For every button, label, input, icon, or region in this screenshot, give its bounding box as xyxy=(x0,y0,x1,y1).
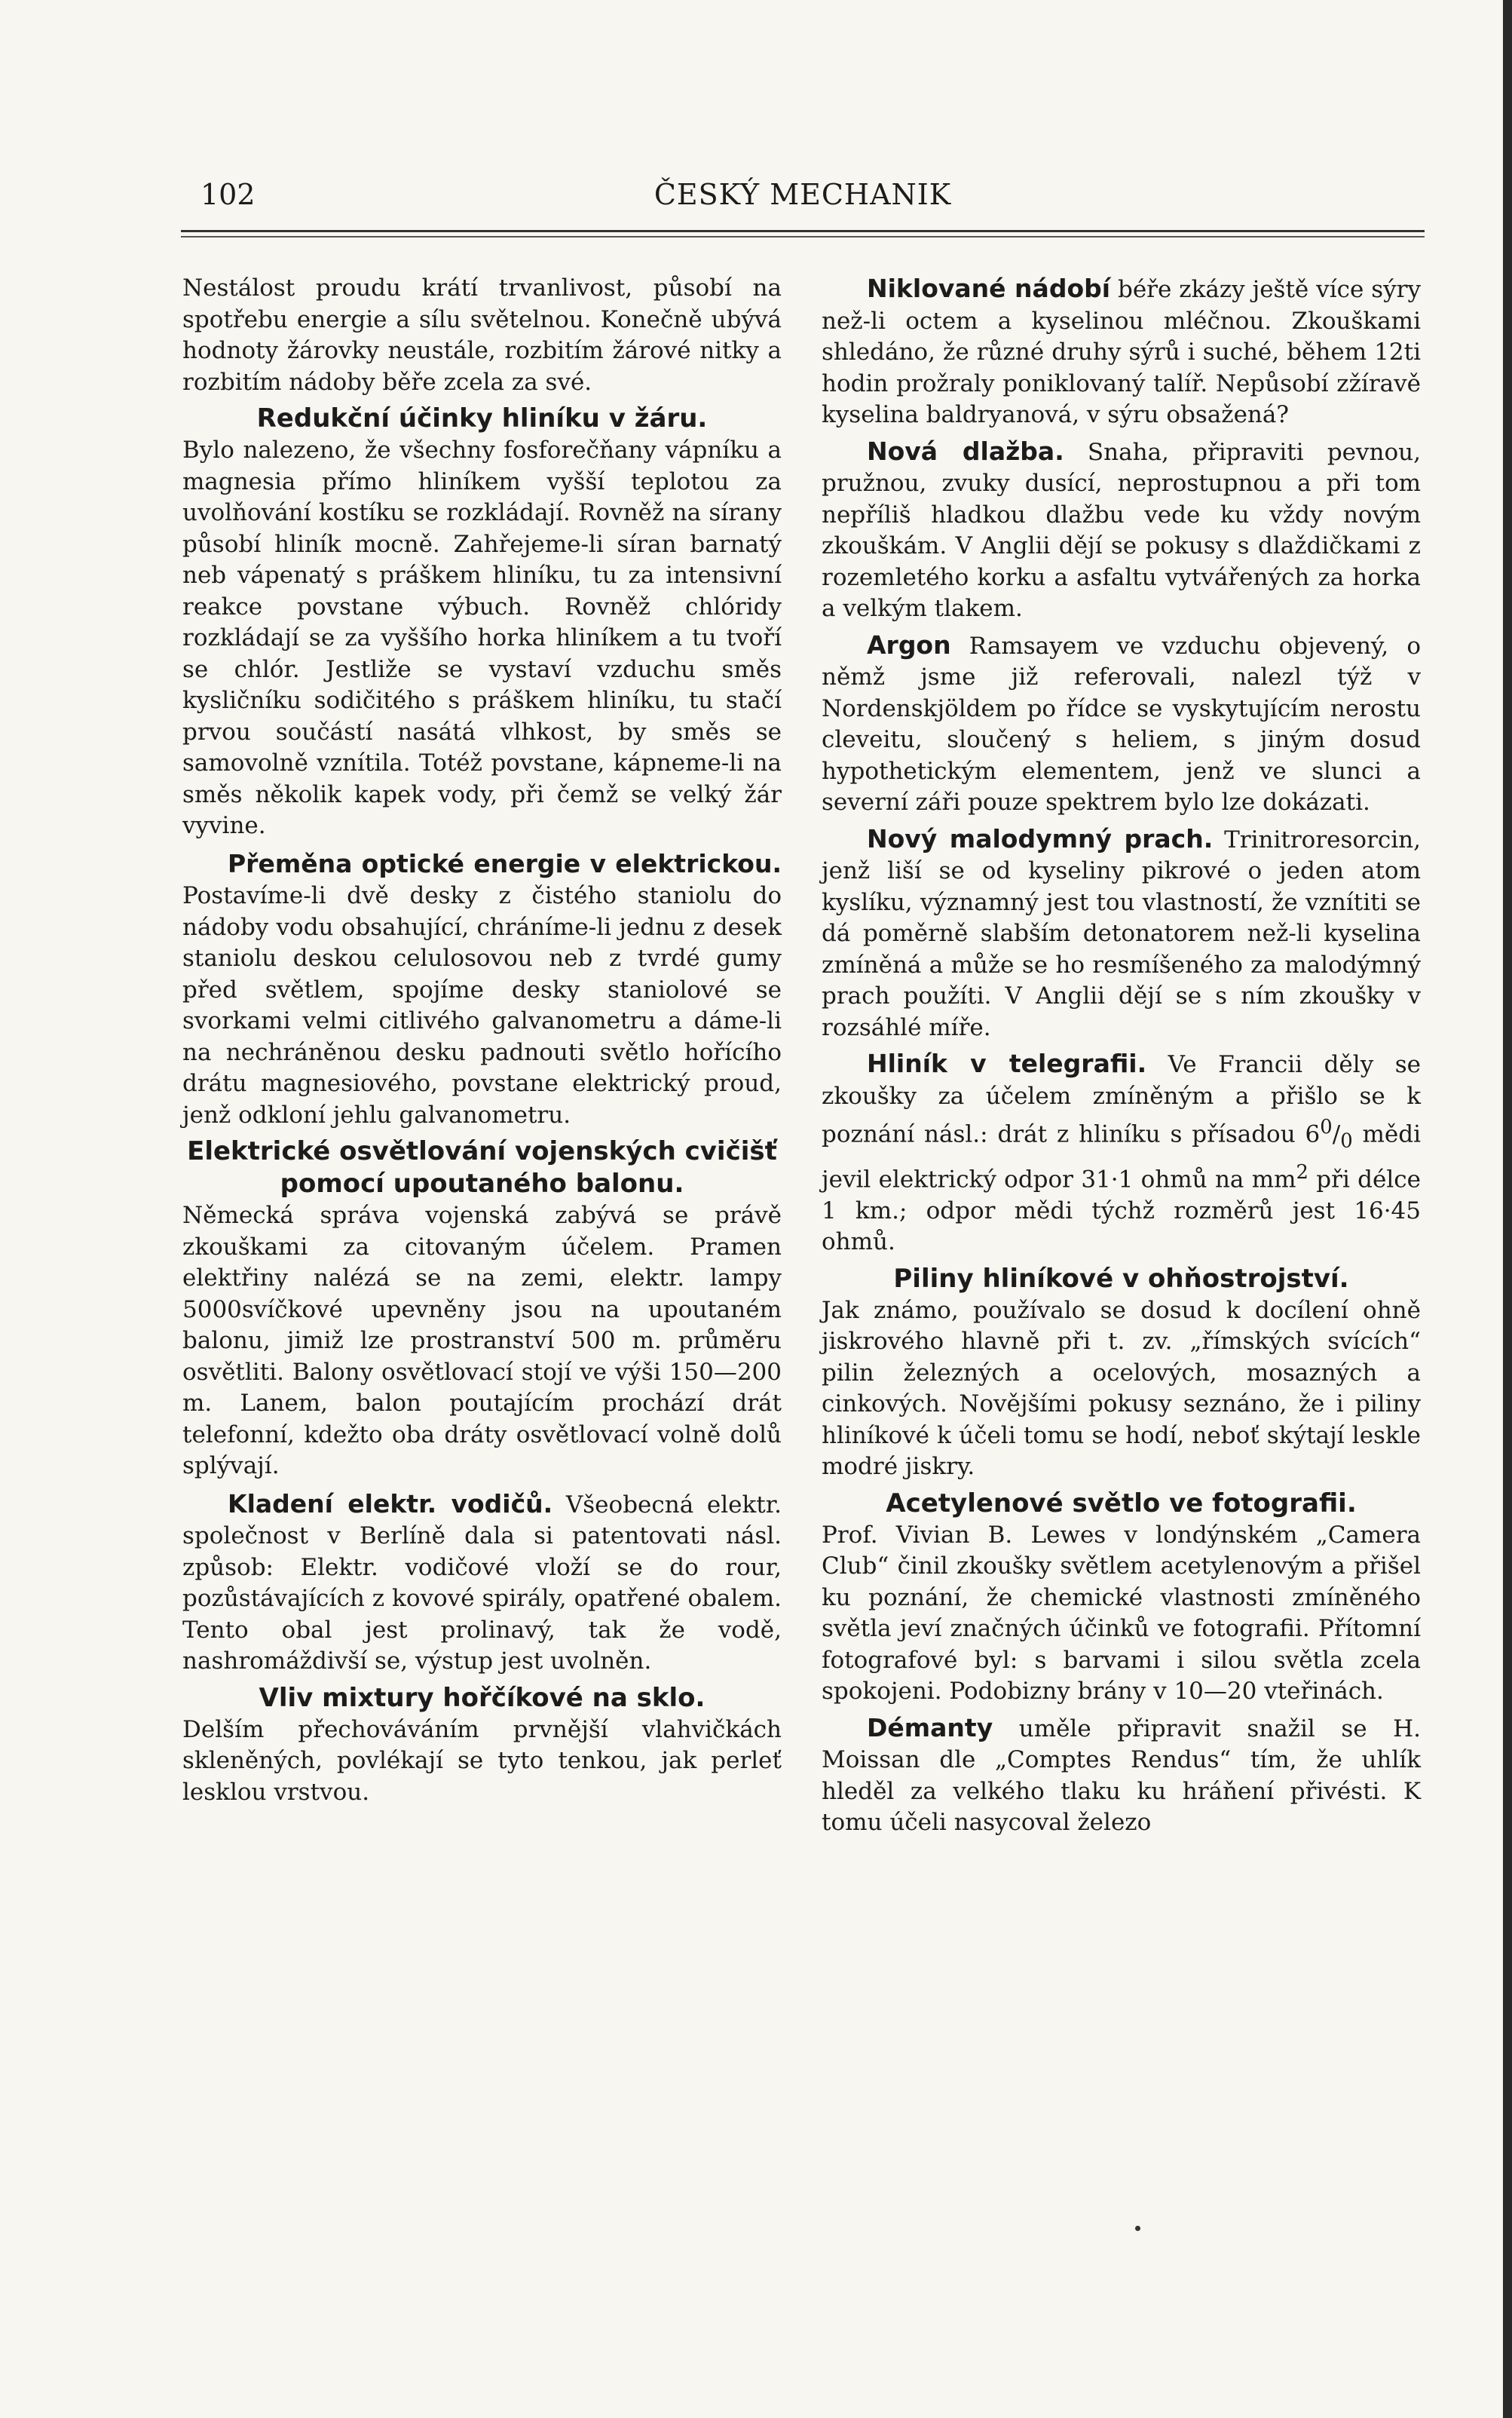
page-number: 102 xyxy=(200,178,256,211)
inline-heading: Nový malodymný prach. xyxy=(867,823,1214,854)
paragraph-text: při délce 1 km.; odpor mědi týchž rozměrů jest 16·45 ohmů. xyxy=(822,1166,1421,1256)
paragraph-text: Trinitroresorcin, jenž liší se od kyseliny pikrové o jeden atom kyslíku, významný jest tou vlastností, že vznítiti se dá poměrně slabším detonatorem než-li kyselina zmíněná a může se ho resmíšeného za malodýmný prach použíti. V Anglii dějí se s ním zkoušky v rozsáhlé míře. xyxy=(822,826,1421,1041)
left-column xyxy=(182,273,782,1808)
paragraph-text: Snaha, připraviti pevnou, pružnou, zvuky dusící, neprostupnou a při tom nepříliš hladkou dlažbu vede ku vždy novým zkouškám. V Anglii dějí se pokusy s dlaždičkami z rozemletého korku a asfaltu vytvářených za horka a velkým tlakem. xyxy=(822,438,1421,622)
inline-heading: Hliník v telegrafii. xyxy=(867,1049,1147,1078)
paragraph-text: uměle připravit snažil se H. Moissan dle „Comptes Rendus“ tím, že uhlík hleděl za velkého tlaku ku hráňení přivésti. K tomu účeli nasycoval železo xyxy=(822,1715,1421,1837)
paragraph-with-lead xyxy=(182,1488,782,1678)
paragraph-with-lead xyxy=(822,273,1421,431)
page-header xyxy=(181,178,1425,223)
inline-heading: Přeměna optické energie v elektrickou. xyxy=(228,848,782,878)
paragraph-with-lead xyxy=(822,436,1421,625)
paragraph: Prof. Vivian B. Lewes v londýnském „Camera Club“ činil zkoušky světlem acetylenovým a přišel ku poznání, že chemické vlastnosti zmíněného světla jeví značných účinků ve fotografii. Přítomní fotografové byl: s barvami i silou světla zcela spokojeni. Podobizny brány v 10—20 vteřinách. xyxy=(822,1521,1421,1705)
paragraph: Nestálost proudu krátí trvanlivost, působí na spotřebu energie a sílu světelnou. Konečně ubývá hodnoty žárovky neustále, rozbitím žárové nitky a rozbitím nádoby běře zcela za své. xyxy=(182,274,782,396)
inline-heading: Argon xyxy=(867,630,951,660)
paragraph: Německá správa vojenská zabývá se právě zkouškami za citovaným účelem. Pramen elektřiny nalézá se na zemi, elektr. lampy 5000svíčkové upevněny jsou na upoutaném balonu, jimiž lze prostranství 500 m. průměru osvětliti. Balony osvětlovací stojí ve výši 150—200 m. Lanem, balon poutajícím prochází drát telefonní, kdežto oba dráty osvětlovací volně dolů splývají. xyxy=(182,1202,782,1479)
paragraph-text: Ve Francii děly se zkoušky za účelem zmíněným a přišlo se k poznání násl.: drát z hliníku s přísadou 6 xyxy=(822,1051,1421,1148)
fraction-slash: / xyxy=(1332,1120,1341,1148)
header-rule xyxy=(181,230,1425,232)
paragraph-text: béře zkázy ještě více sýry než-li octem a kyselinou mléčnou. Zkouškami shledáno, že různé druhy sýrů i suché, během 12ti hodin prožraly poniklovaný talíř. Nepůsobí zžíravě kyselina baldryanová, v sýru obsažená? xyxy=(822,276,1421,428)
paragraph-with-lead xyxy=(182,848,782,1132)
paragraph-text: Postavíme-li dvě desky z čistého staniolu do nádoby vodu obsahující, chráníme-li jednu z desek staniolu deskou celulosovou neb z tvrdé gumy před světlem, spojíme desky staniolové se svorkami velmi citlivého galvanometru a dáme-li na nechráněnou desku padnouti světlo hořícího drátu magnesiového, povstane elektrický proud, jenž odkloní jehlu galvanometru. xyxy=(182,882,782,1129)
paragraph-with-lead xyxy=(822,1048,1421,1258)
paragraph-with-lead xyxy=(822,823,1421,1044)
inline-heading: Niklované nádobí xyxy=(867,274,1111,303)
inline-heading: Kladení elektr. vodičů. xyxy=(228,1488,553,1519)
superscript: 0 xyxy=(1320,1116,1333,1139)
section-heading: Vliv mixtury hořčíkové na sklo. xyxy=(259,1682,705,1713)
right-column xyxy=(822,273,1421,1839)
paragraph-text: mědi jevil elektrický odpor 31·1 ohmů na mm xyxy=(822,1120,1421,1194)
paragraph-text: Ramsayem ve vzduchu objevený, o němž jsme již referovali, nalezl týž v Nordenskjöldem po řídce se vyskytujícím nerostu cleveitu, sloučený s heliem, s jiným dosud hypothetickým elementem, jenž ve slunci a severní záři pouze spektrem bylo lze dokázati. xyxy=(822,632,1421,816)
print-speck xyxy=(1135,2226,1140,2231)
paragraph: Jak známo, používalo se dosud k docílení ohně jiskrového hlavně při t. zv. „římských svících“ pilin železných a ocelových, mosazných a cinkových. Novějšími pokusy seznáno, že i piliny hliníkové k účeli tomu se hodí, neboť skýtají leskle modré jiskry. xyxy=(822,1296,1421,1481)
section-heading: Redukční účinky hliníku v žáru. xyxy=(256,403,708,434)
running-title: ČESKÝ MECHANIK xyxy=(653,178,952,211)
scan-edge xyxy=(1503,0,1512,2418)
superscript: 2 xyxy=(1296,1161,1308,1184)
subscript: 0 xyxy=(1340,1129,1353,1153)
inline-heading: Démanty xyxy=(867,1712,993,1742)
header-rule-secondary xyxy=(181,236,1425,238)
paragraph-text: Všeobecná elektr. společnost v Berlíně dala si patentovati násl. způsob: Elektr. vodičové vloží se do rour, pozůstávajících z kovové spirály, opatřené obalem. Tento obal jest prolinavý, tak že vodě, nashromáždivší se, výstup jest uvolněn. xyxy=(182,1491,782,1675)
section-heading: Acetylenové světlo ve fotografii. xyxy=(886,1488,1357,1519)
paragraph: Bylo nalezeno, že všechny fosforečňany vápníku a magnesia přímo hliníkem vyšší teplotou za uvolňování kostíku se rozkládají. Rovněž na sírany působí hliník mocně. Zahřejeme-li síran barnatý neb vápenatý s práškem hliníku, tu za intensivní reakce povstane výbuch. Rovněž chlóridy rozkládají se za vyššího horka hliníkem a tu tvoří se chlór. Jestliže se vystaví vzduchu směs kysličníku sodičitého s práškem hliníku, tu stačí prvou součástí nasátá vlhkost, by směs se samovolně vznítila. Totéž povstane, kápneme-li na směs několik kapek vody, při čemž se velký žár vyvine. xyxy=(182,437,782,839)
paragraph: Delším přechováváním prvnější vlahvičkách skleněných, povlékají se tyto tenkou, jak perleť lesklou vrstvou. xyxy=(182,1715,782,1806)
section-heading: Piliny hliníkové v ohňostrojství. xyxy=(893,1263,1349,1294)
section-heading: Elektrické osvětlování vojenských cvičišť pomocí upoutaného balonu. xyxy=(187,1136,777,1199)
paragraph-with-lead xyxy=(822,1712,1421,1839)
inline-heading: Nová dlažba. xyxy=(867,436,1064,466)
paragraph-with-lead xyxy=(822,630,1421,819)
